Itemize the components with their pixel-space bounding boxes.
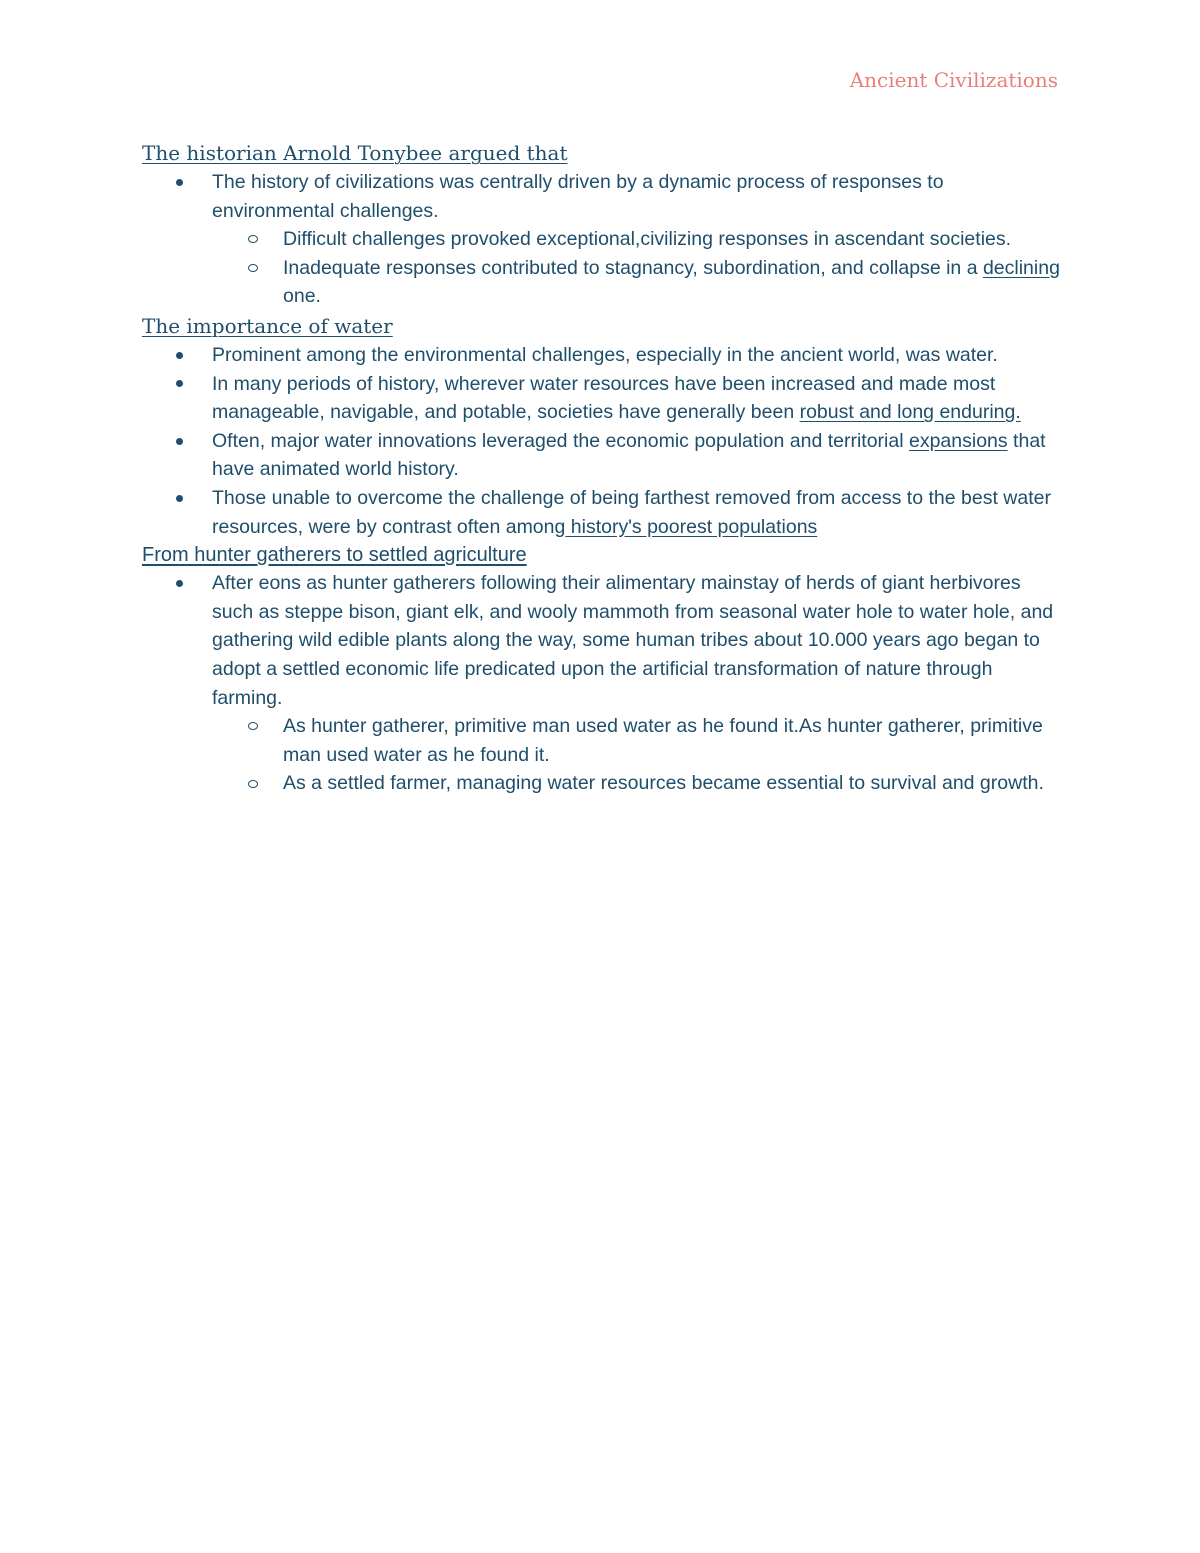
list-item — [142, 168, 1062, 225]
list-item — [142, 484, 1062, 541]
hollow-bullet-icon — [248, 225, 258, 254]
sub-list-item-text: one. — [283, 285, 321, 308]
sub-list-item-text: Inadequate responses contributed to stagnancy, subordination, and collapse in a — [283, 256, 983, 279]
filled-bullet-icon — [176, 427, 183, 456]
document-body — [142, 138, 1062, 798]
list-item-text: Prominent among the environmental challenges, especially in the ancient world, was water. — [212, 343, 998, 366]
sub-list-item-text: As a settled farmer, managing water resources became essential to survival and growth. — [283, 772, 1044, 795]
underlined-text: history's poorest populations — [565, 515, 818, 538]
section-heading-agriculture: From hunter gatherers to settled agriculture — [142, 544, 527, 567]
list-item — [142, 370, 1062, 427]
sub-list-item — [142, 225, 1062, 254]
list-item-text: The history of civilizations was centrally driven by a dynamic process of responses to environmental challenges. — [212, 171, 944, 222]
list-item-text: In many periods of history, wherever water resources have been increased and made most manageable, navigable, and potable, societies have generally been — [212, 372, 996, 424]
sub-list-item — [142, 712, 1062, 769]
list-item-text: that have animated world history. — [212, 429, 1046, 481]
list-item — [142, 427, 1062, 484]
list-item — [142, 341, 1062, 370]
hollow-bullet-icon — [248, 769, 258, 798]
underlined-text: robust and long enduring. — [799, 401, 1021, 424]
filled-bullet-icon — [176, 370, 183, 399]
filled-bullet-icon — [176, 341, 183, 370]
hollow-bullet-icon — [248, 712, 258, 741]
filled-bullet-icon — [176, 569, 183, 598]
underlined-text: declining — [982, 256, 1060, 279]
sub-list-item — [142, 769, 1062, 798]
sub-list-item-text: Difficult challenges provoked exceptional,civilizing responses in ascendant societies. — [283, 228, 1012, 251]
section-list-toynbee — [142, 168, 1062, 311]
filled-bullet-icon — [176, 168, 183, 197]
section-list-water — [142, 341, 1062, 541]
hollow-bullet-icon — [248, 254, 258, 283]
sub-list-item-text: As hunter gatherer, primitive man used water as he found it.As hunter gatherer, primitive man used water as he found it. — [283, 715, 1043, 766]
list-item-text: After eons as hunter gatherers following their alimentary mainstay of herds of giant herbivores such as steppe bison, giant elk, and wooly mammoth from seasonal water hole to water hole, and gathering wild edible plants along the way, some human tribes about 10.000 years ago began to adopt a settled economic life predicated upon the artificial transformation of nature through farming. — [212, 572, 1054, 709]
section-list-agriculture — [142, 569, 1062, 798]
underlined-text: expansions — [908, 429, 1008, 452]
list-item-text: Often, major water innovations leveraged the economic population and territorial — [212, 429, 909, 452]
section-heading-toynbee: The historian Arnold Tonybee argued that — [142, 141, 568, 165]
list-item — [142, 569, 1062, 712]
sub-list-item — [142, 254, 1062, 311]
section-heading-water: The importance of water — [142, 313, 393, 338]
list-item-text: Those unable to overcome the challenge of being farthest removed from access to the best water resources, were by contrast often among — [212, 486, 1051, 538]
page-header-title: Ancient Civilizations — [849, 68, 1058, 92]
filled-bullet-icon — [176, 484, 183, 513]
